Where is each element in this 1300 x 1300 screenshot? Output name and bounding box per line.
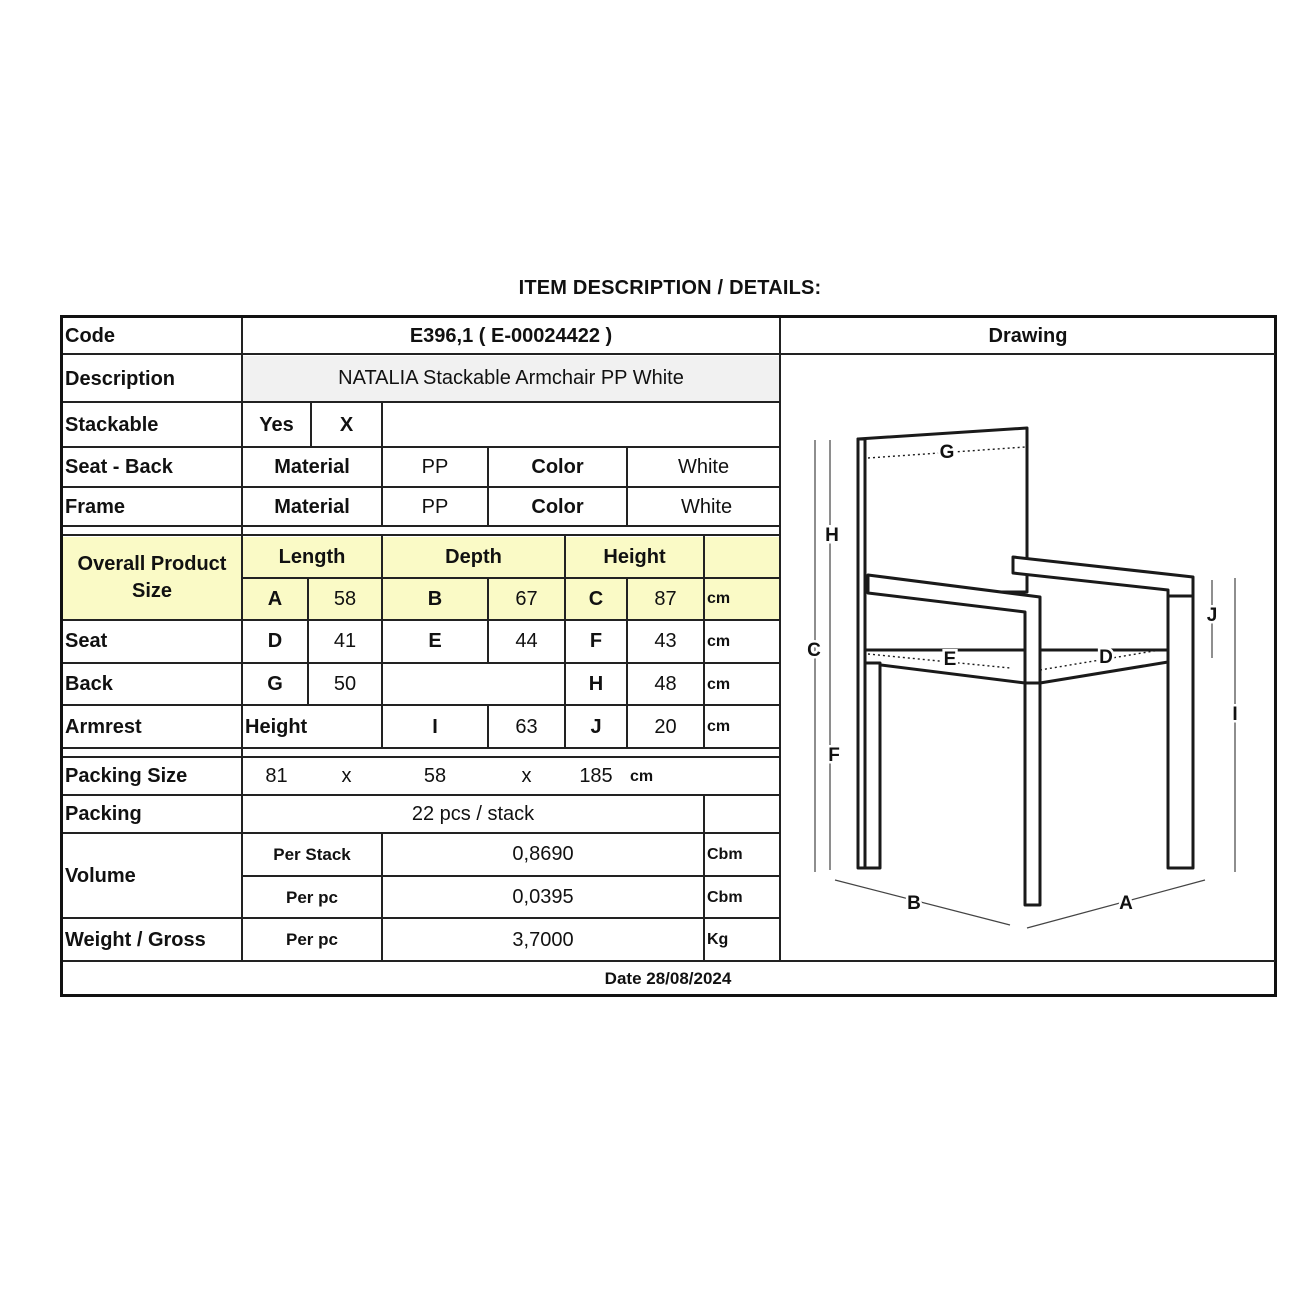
depth-label: Depth: [445, 545, 502, 568]
back-label: Back: [65, 673, 113, 695]
j-letter: J: [590, 715, 602, 738]
drawing-letter-b: B: [907, 893, 921, 914]
packing-size-unit: cm: [630, 767, 654, 785]
packing-size-x1: x: [341, 765, 352, 787]
chair-front-leg-right: [1025, 683, 1040, 905]
chair-back-leg-right: [1168, 580, 1193, 868]
seat-back-material: PP: [421, 455, 449, 478]
drawing-letter-h: H: [825, 525, 839, 546]
chair-front-leg-left: [865, 663, 880, 868]
overall-unit: cm: [707, 590, 731, 607]
seat-back-material-label: Material: [274, 455, 350, 478]
e-value: 44: [515, 630, 538, 652]
c-value: 87: [654, 587, 677, 610]
b-letter: B: [427, 587, 443, 610]
d-value: 41: [333, 630, 357, 652]
volume-per-pc: 0,0395: [512, 886, 574, 908]
description-label: Description: [65, 367, 176, 390]
f-letter: F: [589, 630, 603, 652]
packing-size-x2: x: [521, 765, 532, 787]
f-value: 43: [654, 630, 677, 652]
back-unit: cm: [707, 675, 731, 693]
c-letter: C: [588, 587, 604, 610]
packing-label: Packing: [65, 803, 142, 825]
h-letter: H: [588, 673, 604, 695]
date-footer: Date 28/08/2024: [604, 968, 732, 988]
code-label: Code: [65, 324, 115, 347]
frame-color: White: [680, 495, 733, 518]
per-pc-label: Per pc: [286, 887, 338, 907]
j-value: 20: [654, 715, 677, 738]
i-letter: I: [432, 715, 438, 738]
frame-material-label: Material: [274, 495, 350, 518]
b-value: 67: [515, 587, 538, 610]
per-stack-label: Per Stack: [273, 844, 351, 864]
volume-per-stack: 0,8690: [512, 843, 574, 865]
volume-pc-unit: Cbm: [707, 888, 743, 906]
volume-label: Volume: [65, 864, 136, 887]
packing-value: 22 pcs / stack: [411, 803, 535, 825]
a-value: 58: [333, 587, 357, 610]
weight-label: Weight / Gross: [65, 928, 206, 951]
chair-drawing: [781, 356, 1275, 959]
volume-stack-unit: Cbm: [707, 845, 743, 863]
seat-back-label: Seat - Back: [65, 455, 173, 478]
length-label: Length: [278, 545, 346, 568]
seat-back-color-label: Color: [531, 455, 584, 478]
drawing-letter-a: A: [1119, 893, 1133, 914]
description-value: NATALIA Stackable Armchair PP White: [338, 366, 684, 389]
d-letter: D: [267, 630, 283, 652]
code-value: E396,1 ( E-00024422 ): [409, 324, 613, 347]
weight-per-pc-label: Per pc: [286, 930, 338, 949]
drawing-letter-f: F: [828, 745, 840, 766]
weight-unit: Kg: [707, 931, 729, 948]
packing-size-v2: 58: [423, 765, 447, 787]
page-title: ITEM DESCRIPTION / DETAILS:: [518, 277, 822, 299]
weight-value: 3,7000: [512, 928, 574, 951]
seat-back-color: White: [677, 455, 730, 478]
armrest-height-label: Height: [245, 715, 308, 738]
a-letter: A: [267, 587, 283, 610]
armrest-label: Armrest: [65, 715, 142, 738]
overall-size-label: Overall Product Size: [77, 553, 227, 602]
stackable-label: Stackable: [65, 413, 159, 436]
chair-arm-right: [1013, 557, 1193, 596]
armrest-unit: cm: [707, 718, 731, 735]
frame-color-label: Color: [531, 495, 584, 518]
packing-size-v3: 185: [579, 765, 613, 787]
stackable-value: Yes: [259, 413, 294, 436]
frame-label: Frame: [65, 495, 126, 518]
seat-label: Seat: [65, 630, 108, 652]
frame-material: PP: [421, 495, 449, 518]
drawing-letter-d: D: [1099, 647, 1113, 668]
drawing-letter-c: C: [807, 640, 821, 661]
drawing-letter-g: G: [939, 442, 955, 463]
g-letter: G: [267, 673, 283, 695]
chair-seat: [865, 650, 1168, 683]
h-value: 48: [654, 673, 677, 695]
drawing-letter-e: E: [943, 649, 957, 670]
g-value: 50: [333, 673, 357, 695]
drawing-letter-i: I: [1232, 704, 1238, 725]
packing-size-v1: 81: [265, 765, 288, 787]
i-value: 63: [515, 715, 538, 738]
seat-unit: cm: [707, 632, 731, 650]
height-label: Height: [603, 545, 666, 568]
stackable-mark: X: [339, 413, 354, 436]
drawing-label: Drawing: [988, 324, 1068, 347]
packing-size-label: Packing Size: [65, 765, 188, 787]
e-letter: E: [428, 630, 442, 652]
drawing-letter-j: J: [1206, 605, 1218, 626]
